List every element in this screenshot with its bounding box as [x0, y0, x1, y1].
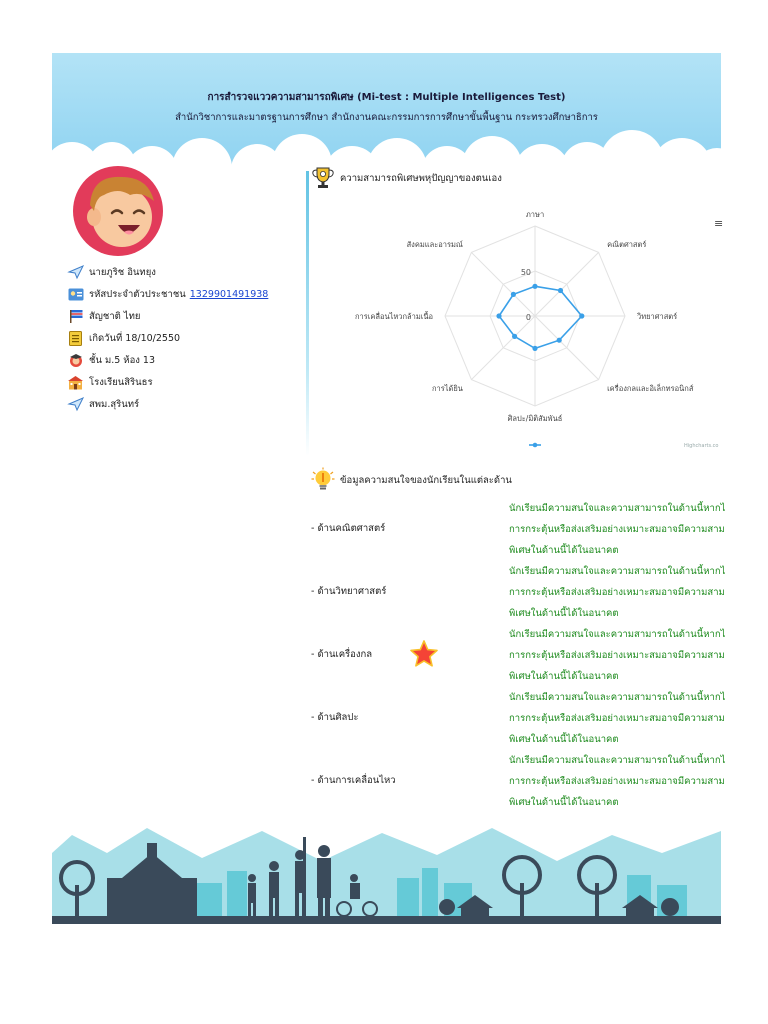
radar-category-label: ศิลปะ/มิติสัมพันธ์: [507, 414, 563, 423]
interest-description: [509, 750, 726, 813]
footer-illustration: [52, 823, 721, 924]
interest-description-line: พิเศษในด้านนี้ได้ในอนาคต: [509, 608, 619, 619]
interest-section-header: [310, 467, 512, 493]
interest-description-line: การกระตุ้นหรือส่งเสริมอย่างเหมาะสมอาจมีความสาม: [509, 776, 725, 787]
info-district: [67, 393, 268, 415]
radar-data-point: [496, 313, 501, 318]
radar-data-point: [579, 313, 584, 318]
paper-plane-icon: [67, 396, 84, 413]
interest-description: [509, 561, 726, 624]
radar-category-label: การเคลื่อนไหวกล้ามเนื้อ: [354, 312, 433, 321]
radar-category-label: คณิตศาสตร์: [607, 239, 647, 249]
info-name: [67, 261, 268, 283]
avatar: [72, 165, 164, 257]
star-icon: [409, 639, 439, 669]
radar-spoke: [471, 316, 535, 380]
student-name: นายภูริช อินทยุง: [89, 266, 156, 278]
interest-description-line: นักเรียนมีความสนใจและความสามารถในด้านนี้หากไ: [509, 692, 726, 703]
interest-description: [509, 498, 726, 561]
student-icon: [67, 352, 84, 369]
radar-spoke: [471, 252, 535, 316]
radar-spoke: [535, 316, 599, 380]
interest-description-line: พิเศษในด้านนี้ได้ในอนาคต: [509, 797, 619, 808]
radar-tick-label: 0: [525, 313, 531, 322]
grade: ชั้น ม.5 ห้อง 13: [89, 354, 156, 366]
radar-tick-label: 50: [520, 268, 531, 277]
id-card-icon: [67, 286, 84, 303]
flag-icon: [67, 308, 84, 325]
interest-description-line: การกระตุ้นหรือส่งเสริมอย่างเหมาะสมอาจมีความสาม: [509, 587, 725, 598]
school-icon: [67, 374, 84, 391]
id-label: รหัสประจำตัวประชาชน: [89, 288, 186, 300]
radar-category-label: วิทยาศาสตร์: [637, 312, 678, 321]
report-page: [52, 53, 726, 924]
interest-label: - ด้านวิทยาศาสตร์: [311, 586, 387, 597]
school: โรงเรียนสิรินธร: [89, 376, 153, 388]
student-info: [67, 261, 268, 415]
interest-description-line: พิเศษในด้านนี้ได้ในอนาคต: [509, 671, 619, 682]
interest-description-line: พิเศษในด้านนี้ได้ในอนาคต: [509, 734, 619, 745]
radar-category-label: เครื่องกลและอิเล็กทรอนิกส์: [607, 384, 694, 394]
nationality: สัญชาติ ไทย: [89, 310, 141, 322]
interest-description-line: พิเศษในด้านนี้ได้ในอนาคต: [509, 545, 619, 556]
interest-description: [509, 687, 726, 750]
info-nationality: [67, 305, 268, 327]
interest-description-line: นักเรียนมีความสนใจและความสามารถในด้านนี้หากไ: [509, 503, 726, 514]
interest-label: - ด้านการเคลื่อนไหว: [311, 775, 396, 786]
info-birthdate: [67, 327, 268, 349]
id-number-link[interactable]: 1329901491938: [189, 288, 269, 300]
interest-row: [309, 687, 726, 750]
interest-label: - ด้านคณิตศาสตร์: [311, 523, 386, 534]
radar-data-point: [557, 338, 562, 343]
radar-data-point: [558, 288, 563, 293]
interest-list: [309, 498, 726, 813]
interest-description-line: นักเรียนมีความสนใจและความสามารถในด้านนี้หากไ: [509, 566, 726, 577]
page-header: [52, 53, 721, 168]
birthdate: เกิดวันที่ 18/10/2550: [89, 332, 181, 344]
page-title: การสำรวจแววความสามารถพิเศษ (Mi-test : Multiple Intelligences Test): [207, 92, 566, 103]
radar-category-label: ภาษา: [525, 210, 545, 219]
interest-description: [509, 624, 726, 687]
radar-spoke: [535, 252, 599, 316]
chart-credit[interactable]: Highcharts.co: [684, 443, 719, 449]
interest-row: [309, 750, 726, 813]
interest-description-line: การกระตุ้นหรือส่งเสริมอย่างเหมาะสมอาจมีความสาม: [509, 524, 725, 535]
interest-section-title: ข้อมูลความสนใจของนักเรียนในแต่ละด้าน: [340, 474, 512, 486]
interest-description-line: นักเรียนมีความสนใจและความสามารถในด้านนี้หากไ: [509, 755, 726, 766]
radar-chart: [309, 210, 724, 453]
radar-data-point: [532, 346, 537, 351]
interest-description-line: นักเรียนมีความสนใจและความสามารถในด้านนี้หากไ: [509, 629, 726, 640]
legend-series-marker: [533, 443, 538, 448]
interest-label: - ด้านศิลปะ: [311, 712, 359, 723]
radar-section-header: [310, 165, 502, 191]
interest-description-line: การกระตุ้นหรือส่งเสริมอย่างเหมาะสมอาจมีความสาม: [509, 713, 725, 724]
radar-section-title: ความสามารถพิเศษพหุปัญญาของตนเอง: [340, 172, 502, 184]
interest-description-line: การกระตุ้นหรือส่งเสริมอย่างเหมาะสมอาจมีความสาม: [509, 650, 725, 661]
info-grade: [67, 349, 268, 371]
radar-category-label: การได้ยิน: [431, 384, 463, 394]
paper-plane-icon: [67, 264, 84, 281]
interest-row: [309, 561, 726, 624]
radar-data-point: [512, 334, 517, 339]
radar-category-label: สังคมและอารมณ์: [406, 239, 463, 249]
info-id: [67, 283, 268, 305]
interest-row: [309, 498, 726, 561]
trophy-icon: [310, 165, 336, 191]
interest-row: [309, 624, 726, 687]
radar-data-point: [511, 292, 516, 297]
notebook-icon: [67, 330, 84, 347]
district: สพม.สุรินทร์: [89, 398, 140, 410]
chart-menu-button[interactable]: ≡: [714, 217, 724, 230]
info-school: [67, 371, 268, 393]
page-subtitle: สำนักวิชาการและมาตรฐานการศึกษา สำนักงานคณะกรรมการการศึกษาขั้นพื้นฐาน กระทรวงศึกษาธิการ: [175, 112, 598, 123]
radar-data-point: [532, 284, 537, 289]
interest-label: - ด้านเครื่องกล: [311, 649, 373, 660]
lightbulb-icon: [310, 467, 336, 493]
